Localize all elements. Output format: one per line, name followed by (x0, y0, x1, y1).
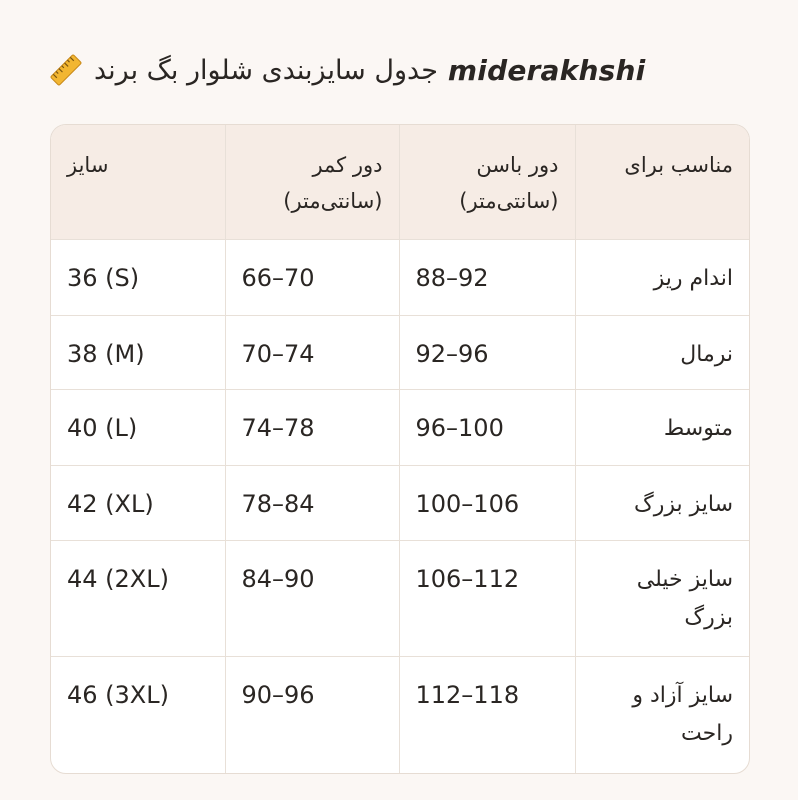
cell-fit: متوسط (575, 390, 749, 466)
cell-size: 46 (3XL) (51, 657, 225, 773)
table-row (51, 540, 749, 656)
cell-size: 42 (XL) (51, 466, 225, 540)
cell-waist: 70–74 (225, 315, 399, 389)
cell-fit: سایز بزرگ (575, 466, 749, 540)
table-row (51, 315, 749, 389)
cell-waist: 74–78 (225, 390, 399, 466)
cell-waist: 78–84 (225, 466, 399, 540)
title-text: جدول سایزبندی شلوار بگ برند (94, 54, 438, 86)
size-chart-table (50, 124, 750, 774)
header-waist: دور کمر (سانتی‌متر) (225, 125, 399, 239)
cell-hip: 92–96 (399, 315, 575, 389)
cell-fit: نرمال (575, 315, 749, 389)
header-hip: دور باسن (سانتی‌متر) (399, 125, 575, 239)
cell-waist: 90–96 (225, 657, 399, 773)
cell-hip: 106–112 (399, 540, 575, 656)
cell-size: 38 (M) (51, 315, 225, 389)
cell-fit: اندام ریز (575, 239, 749, 315)
table-header-row (51, 125, 749, 239)
header-size: سایز (51, 125, 225, 239)
cell-size: 40 (L) (51, 390, 225, 466)
cell-size: 44 (2XL) (51, 540, 225, 656)
ruler-icon (48, 52, 84, 88)
cell-waist: 84–90 (225, 540, 399, 656)
page-title (48, 50, 748, 90)
header-fit: مناسب برای (575, 125, 749, 239)
cell-fit: سایز آزاد و راحت (575, 657, 749, 773)
cell-hip: 88–92 (399, 239, 575, 315)
cell-hip: 112–118 (399, 657, 575, 773)
brand-name: miderakhshi (447, 53, 646, 87)
cell-waist: 66–70 (225, 239, 399, 315)
cell-fit: سایز خیلی بزرگ (575, 540, 749, 656)
table-row (51, 390, 749, 466)
table-row (51, 239, 749, 315)
cell-hip: 96–100 (399, 390, 575, 466)
cell-size: 36 (S) (51, 239, 225, 315)
table-row (51, 657, 749, 773)
table-row (51, 466, 749, 540)
cell-hip: 100–106 (399, 466, 575, 540)
